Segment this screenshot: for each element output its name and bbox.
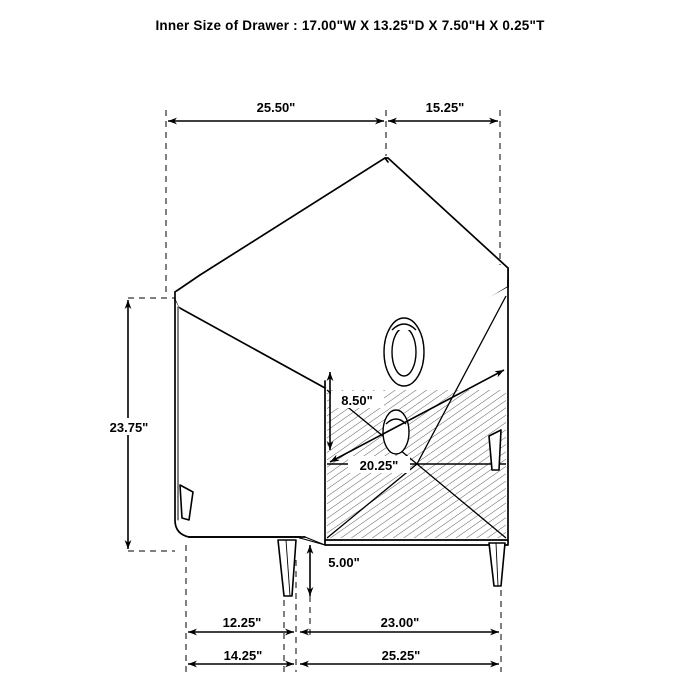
dimension-label-drawer-face-width: 20.25" (359, 458, 399, 473)
dimension-label-leg-inset-front: 12.25" (222, 615, 262, 630)
dimension-label-drawer-face-height: 8.50" (341, 393, 373, 408)
page-title: Inner Size of Drawer : 17.00"W X 13.25"D X 7.50"H X 0.25"T (155, 18, 545, 33)
dimension-label-top-right-depth: 15.25" (425, 100, 465, 115)
dimension-label-leg-height: 5.00" (328, 555, 360, 570)
dimension-label-overall-height: 23.75" (109, 420, 149, 435)
dimension-label-top-left-width: 25.50" (256, 100, 296, 115)
dimension-label-base-side-depth: 25.25" (381, 648, 421, 663)
dimension-label-side-depth: 23.00" (380, 615, 420, 630)
dimension-label-base-front-width: 14.25" (223, 648, 263, 663)
